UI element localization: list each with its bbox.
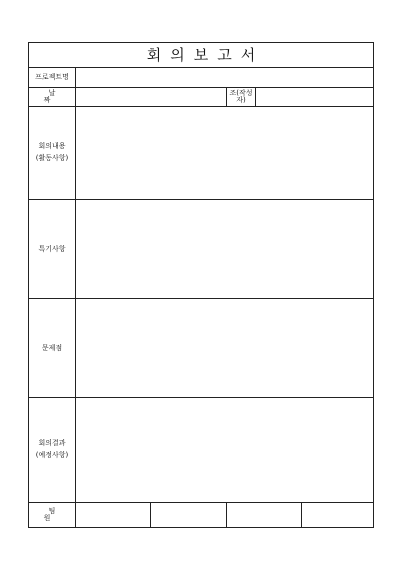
- group-writer-field[interactable]: [256, 88, 374, 107]
- meeting-content-field[interactable]: [76, 107, 374, 200]
- meeting-content-label-line1: 회의내용: [38, 142, 66, 151]
- date-label: 날 짜: [29, 88, 76, 107]
- meeting-result-label-line1: 회의결과: [38, 439, 66, 448]
- project-name-label: 프로젝트명: [29, 68, 76, 88]
- team-member-field[interactable]: [76, 503, 151, 528]
- problems-field[interactable]: [76, 299, 374, 398]
- team-member-field[interactable]: [302, 503, 374, 528]
- date-field[interactable]: [76, 88, 227, 107]
- meeting-report-form: [28, 42, 374, 528]
- meeting-result-label: [29, 398, 76, 503]
- meeting-result-label-line2: (예정사항): [35, 451, 69, 459]
- meeting-content-label-line2: (활동사항): [35, 154, 69, 162]
- special-notes-field[interactable]: [76, 200, 374, 299]
- special-notes-label: 특기사항: [29, 200, 76, 299]
- problems-label: 문제점: [29, 299, 76, 398]
- meeting-content-label: [29, 107, 76, 200]
- team-member-field[interactable]: [151, 503, 227, 528]
- report-title: 회의보고서: [29, 43, 374, 68]
- team-members-label: 팀 원: [29, 503, 76, 528]
- meeting-result-field[interactable]: [76, 398, 374, 503]
- team-member-field[interactable]: [227, 503, 302, 528]
- group-writer-label: 조(작성자): [227, 88, 256, 107]
- project-name-field[interactable]: [76, 68, 374, 88]
